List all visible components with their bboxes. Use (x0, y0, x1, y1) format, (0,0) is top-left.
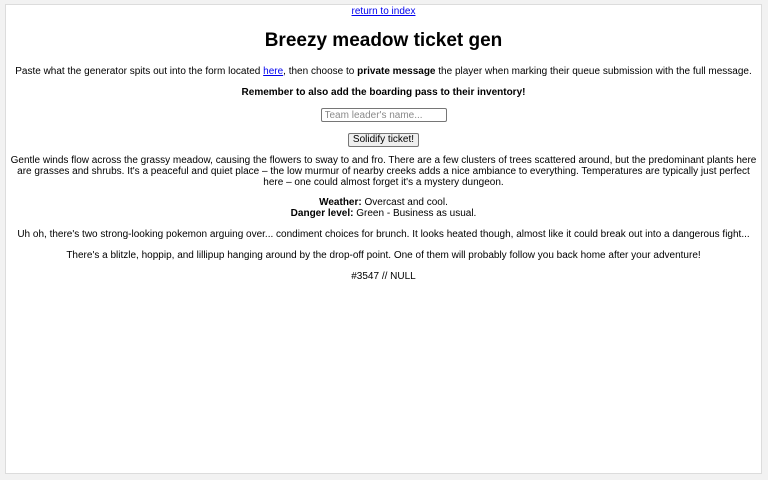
page-container (5, 4, 762, 474)
meadow-description: Gentle winds flow across the grassy meadow, causing the flowers to sway to and fro. There are a few clusters of trees scattered around, but the predominant plants here are grasses and shrubs. It's a peaceful and quiet place – the low murmur of nearby creeks adds a nice ambiance to everything. Temperatures are typically just perfect here – one could almost forget it's a mystery dungeon. (10, 155, 757, 188)
danger-line (6, 208, 761, 219)
weather-label: Weather: (319, 197, 362, 208)
page-title: Breezy meadow ticket gen (264, 30, 503, 51)
solidify-ticket-button[interactable]: Solidify ticket! (348, 133, 419, 147)
instructions-before-link: Paste what the generator spits out into the form located (15, 66, 264, 77)
danger-value: Green - Business as usual. (353, 208, 477, 219)
followers-text: There's a blitzle, hoppip, and lillipup hanging around by the drop-off point. One of them will probably follow you back home after your adventure! (66, 250, 701, 261)
ticket-id: #3547 // NULL (351, 271, 416, 282)
inventory-reminder: Remember to also add the boarding pass to their inventory! (241, 87, 526, 98)
form-link[interactable]: here (263, 66, 284, 77)
return-to-index-link[interactable]: return to index (351, 6, 416, 17)
encounter-text: Uh oh, there's two strong-looking pokemon arguing over... condiment choices for brunch. It looks heated though, almost like it could break out into a dangerous fight... (17, 229, 750, 240)
conditions-block (6, 197, 761, 219)
name-input-row (6, 108, 761, 124)
private-message-emphasis: private message (357, 66, 436, 77)
instructions-text (6, 66, 761, 77)
danger-label: Danger level: (290, 208, 354, 219)
weather-line (6, 197, 761, 208)
weather-value: Overcast and cool. (361, 197, 448, 208)
instructions-ending: the player when marking their queue submission with the full message. (435, 66, 752, 77)
instructions-after-link: , then choose to (283, 66, 358, 77)
team-leader-name-input[interactable] (321, 108, 447, 122)
submit-row (6, 133, 761, 147)
